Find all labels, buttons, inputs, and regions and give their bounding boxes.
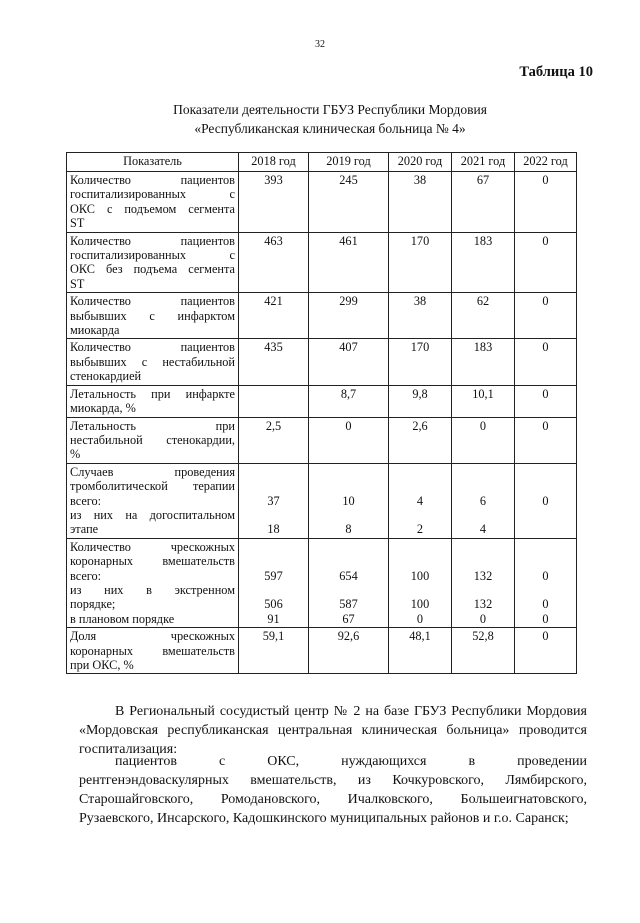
value-line: 52,8 [472, 629, 494, 644]
value-line: 38 [413, 173, 427, 187]
value-line: 421 [264, 294, 283, 309]
value-cell [452, 172, 515, 233]
value-cell [515, 385, 577, 417]
paragraph-rsc2: В Региональный сосудистый центр № 2 на базе ГБУЗ Республики Мордовия «Мордовская республиканская центральная клиническая больница» проводится госпитализация: [79, 704, 587, 757]
value-line: 0 [345, 418, 352, 433]
row-label [67, 339, 239, 385]
value-cell [452, 385, 515, 417]
value-line [312, 465, 385, 479]
value-cell [389, 463, 452, 538]
value-line: 183 [473, 340, 493, 355]
value-line: 0 [542, 340, 549, 355]
value-cell [515, 417, 577, 463]
value-line: 8,7 [340, 386, 357, 401]
row-label [67, 232, 239, 293]
value-line: 0 [542, 493, 549, 508]
value-line: 461 [339, 233, 358, 248]
value-line: 0 [479, 611, 487, 626]
row-label [67, 463, 239, 538]
value-line [518, 583, 573, 597]
value-line: 170 [410, 340, 430, 355]
value-line [242, 554, 305, 568]
table-row [67, 385, 577, 417]
header-2022: 2022 год [515, 153, 577, 172]
value-cell [239, 417, 309, 463]
value-cell [309, 385, 389, 417]
value-cell [309, 417, 389, 463]
row-label-line: Количество пациентов [70, 340, 235, 355]
row-label-line: ST [70, 276, 85, 291]
value-line [392, 540, 448, 554]
value-line: 0 [542, 629, 549, 644]
value-line [518, 540, 573, 554]
value-line: 132 [473, 568, 493, 583]
value-line [392, 465, 448, 479]
value-cell [389, 339, 452, 385]
table-row [67, 232, 577, 293]
value-cell [452, 628, 515, 674]
value-cell [515, 172, 577, 233]
table-row [67, 463, 577, 538]
value-line: 0 [542, 173, 549, 187]
value-line: 100 [410, 597, 430, 612]
value-cell [389, 385, 452, 417]
header-2020: 2020 год [389, 153, 452, 172]
value-line: 37 [267, 493, 280, 508]
value-line: 299 [339, 294, 358, 309]
row-label-line: выбывших с нестабильной [70, 354, 235, 369]
row-label-line: выбывших с инфарктом [70, 308, 235, 323]
row-label-line: тромболитической терапии [70, 479, 235, 494]
value-line [242, 540, 305, 554]
row-label-line: стенокардией [70, 369, 142, 384]
value-line: 4 [479, 522, 487, 537]
value-line: 8 [345, 522, 352, 537]
value-cell [309, 339, 389, 385]
value-line: 18 [267, 522, 280, 537]
row-label-line: Доля чрескожных [70, 629, 235, 644]
value-cell [309, 538, 389, 627]
row-label-line: этапе [70, 522, 99, 537]
value-line: 435 [264, 340, 283, 355]
page-number: 32 [315, 39, 325, 50]
row-label-line: миокарда, % [70, 401, 136, 416]
value-line: 9,8 [412, 386, 428, 401]
value-line: 506 [264, 597, 283, 612]
row-label-line: Количество пациентов [70, 233, 235, 248]
value-line [518, 465, 573, 479]
paragraph-patients-first-line: пациентов с ОКС, нуждающихся в проведении [115, 754, 587, 769]
value-line [518, 522, 573, 536]
row-label-line: Количество пациентов [70, 173, 235, 187]
value-cell [239, 232, 309, 293]
value-cell [309, 628, 389, 674]
row-label-line: всего: [70, 493, 102, 508]
paragraph-patients [79, 752, 587, 828]
value-cell [239, 538, 309, 627]
value-cell [389, 538, 452, 627]
row-label-line: из них на догоспитальном [70, 507, 235, 522]
value-cell [515, 339, 577, 385]
row-label [67, 538, 239, 627]
value-cell [389, 232, 452, 293]
value-cell [309, 463, 389, 538]
value-line: 407 [339, 340, 358, 355]
row-label-line: Летальность при инфаркте [70, 386, 235, 401]
value-line [455, 465, 511, 479]
table-row [67, 628, 577, 674]
table-row [67, 417, 577, 463]
value-cell [452, 232, 515, 293]
row-label-line: нестабильной стенокардии, [70, 432, 235, 447]
value-line: 92,6 [337, 629, 360, 644]
row-label-line: Количество пациентов [70, 294, 235, 309]
row-label-line: госпитализированных с [70, 248, 235, 263]
value-cell [239, 172, 309, 233]
value-cell [239, 339, 309, 385]
value-cell [452, 417, 515, 463]
row-label-line: Количество чрескожных [70, 539, 235, 554]
value-cell [239, 628, 309, 674]
value-cell [515, 463, 577, 538]
value-line [242, 479, 305, 493]
row-label [67, 293, 239, 339]
value-cell [452, 538, 515, 627]
row-label-line: из них в экстренном [70, 582, 235, 597]
value-line: 0 [542, 418, 549, 433]
value-line: 393 [264, 173, 283, 187]
value-line: 0 [542, 611, 549, 626]
value-line: 100 [410, 568, 430, 583]
value-line: 6 [479, 493, 487, 508]
caption-line-2: «Республиканская клиническая больница № 4» [194, 121, 466, 136]
table-caption [120, 100, 540, 138]
value-line: 38 [413, 294, 427, 309]
value-line [455, 540, 511, 554]
value-cell [452, 293, 515, 339]
value-line [518, 554, 573, 568]
value-line [455, 508, 511, 522]
value-line [392, 583, 448, 597]
row-label-line: порядке; [70, 597, 116, 612]
value-line: 132 [473, 597, 493, 612]
table-row [67, 538, 577, 627]
value-cell [389, 293, 452, 339]
row-label-line: % [70, 447, 81, 462]
value-line: 62 [476, 294, 490, 309]
table-row [67, 339, 577, 385]
caption-line-1: Показатели деятельности ГБУЗ Республики Мордовия [173, 102, 487, 117]
row-label-line: Летальность при [70, 418, 235, 433]
value-cell [389, 628, 452, 674]
indicators-table [66, 152, 577, 674]
row-label-line: коронарных вмешательств [70, 643, 235, 658]
table-row [67, 172, 577, 233]
value-line [312, 583, 385, 597]
value-line [455, 554, 511, 568]
value-cell [239, 463, 309, 538]
value-line: 59,1 [262, 629, 285, 644]
value-line [312, 554, 385, 568]
value-line: 0 [542, 233, 549, 248]
value-cell [515, 293, 577, 339]
value-cell [309, 293, 389, 339]
value-line [242, 387, 305, 401]
value-line: 10 [342, 493, 355, 508]
value-cell [515, 628, 577, 674]
header-2019: 2019 год [309, 153, 389, 172]
value-cell [515, 538, 577, 627]
header-indicator: Показатель [67, 153, 239, 172]
table-label: Таблица 10 [519, 64, 593, 80]
value-line: 0 [542, 294, 549, 309]
value-cell [389, 417, 452, 463]
value-line [312, 479, 385, 493]
value-line: 2,6 [412, 418, 428, 433]
row-label [67, 417, 239, 463]
value-line [518, 508, 573, 522]
value-cell [452, 339, 515, 385]
value-line [392, 554, 448, 568]
row-label-line: всего: [70, 568, 102, 583]
row-label [67, 628, 239, 674]
value-line: 0 [479, 418, 487, 433]
value-line: 170 [410, 233, 430, 248]
value-cell [239, 385, 309, 417]
value-line: 48,1 [409, 629, 431, 644]
value-line: 4 [416, 493, 424, 508]
value-line: 10,1 [472, 386, 494, 401]
value-line [518, 479, 573, 493]
row-label-line: в плановом порядке [70, 611, 175, 626]
header-2018: 2018 год [239, 153, 309, 172]
value-line: 245 [339, 173, 358, 187]
value-line: 2,5 [265, 418, 282, 433]
row-label-line: коронарных вмешательств [70, 554, 235, 569]
value-line: 0 [542, 597, 549, 612]
row-label-line: ОКС с подъемом сегмента [70, 201, 235, 216]
value-line [392, 508, 448, 522]
row-label-line: Случаев проведения [70, 464, 235, 479]
value-line [392, 479, 448, 493]
value-cell [515, 232, 577, 293]
value-cell [239, 293, 309, 339]
value-line: 0 [542, 568, 549, 583]
row-label-line: ST [70, 216, 85, 231]
value-cell [389, 172, 452, 233]
value-line [242, 465, 305, 479]
value-line: 67 [476, 173, 490, 187]
table-header-row [67, 153, 577, 172]
value-line: 91 [267, 611, 280, 626]
value-line: 67 [342, 611, 355, 626]
value-line: 0 [542, 386, 549, 401]
value-line [455, 479, 511, 493]
value-line: 2 [416, 522, 424, 537]
value-line [242, 508, 305, 522]
value-line: 597 [264, 568, 283, 583]
table-row [67, 293, 577, 339]
row-label-line: госпитализированных с [70, 187, 235, 202]
header-2021: 2021 год [452, 153, 515, 172]
value-line [455, 583, 511, 597]
value-line: 183 [473, 233, 493, 248]
value-cell [309, 172, 389, 233]
value-line: 654 [339, 568, 358, 583]
value-line: 587 [339, 597, 358, 612]
paragraph-patients-rest: рентгенэндоваскулярных вмешательств, из Кочкуровского, Лямбирского, Старошайговского, Ромодановского, Ичалковского, Большеигнатовского, Рузаевского, Инсарского, Кадошкинского муниципальных районов и г.о. Саранск; [79, 773, 587, 826]
value-line [312, 508, 385, 522]
value-cell [309, 232, 389, 293]
value-line: 0 [416, 611, 424, 626]
row-label-line: миокарда [70, 323, 120, 338]
row-label-line: при ОКС, % [70, 658, 134, 672]
value-cell [452, 463, 515, 538]
row-label [67, 385, 239, 417]
value-line: 463 [264, 233, 283, 248]
row-label [67, 172, 239, 233]
row-label-line: ОКС без подъема сегмента [70, 262, 235, 277]
value-line [312, 540, 385, 554]
value-line [242, 583, 305, 597]
